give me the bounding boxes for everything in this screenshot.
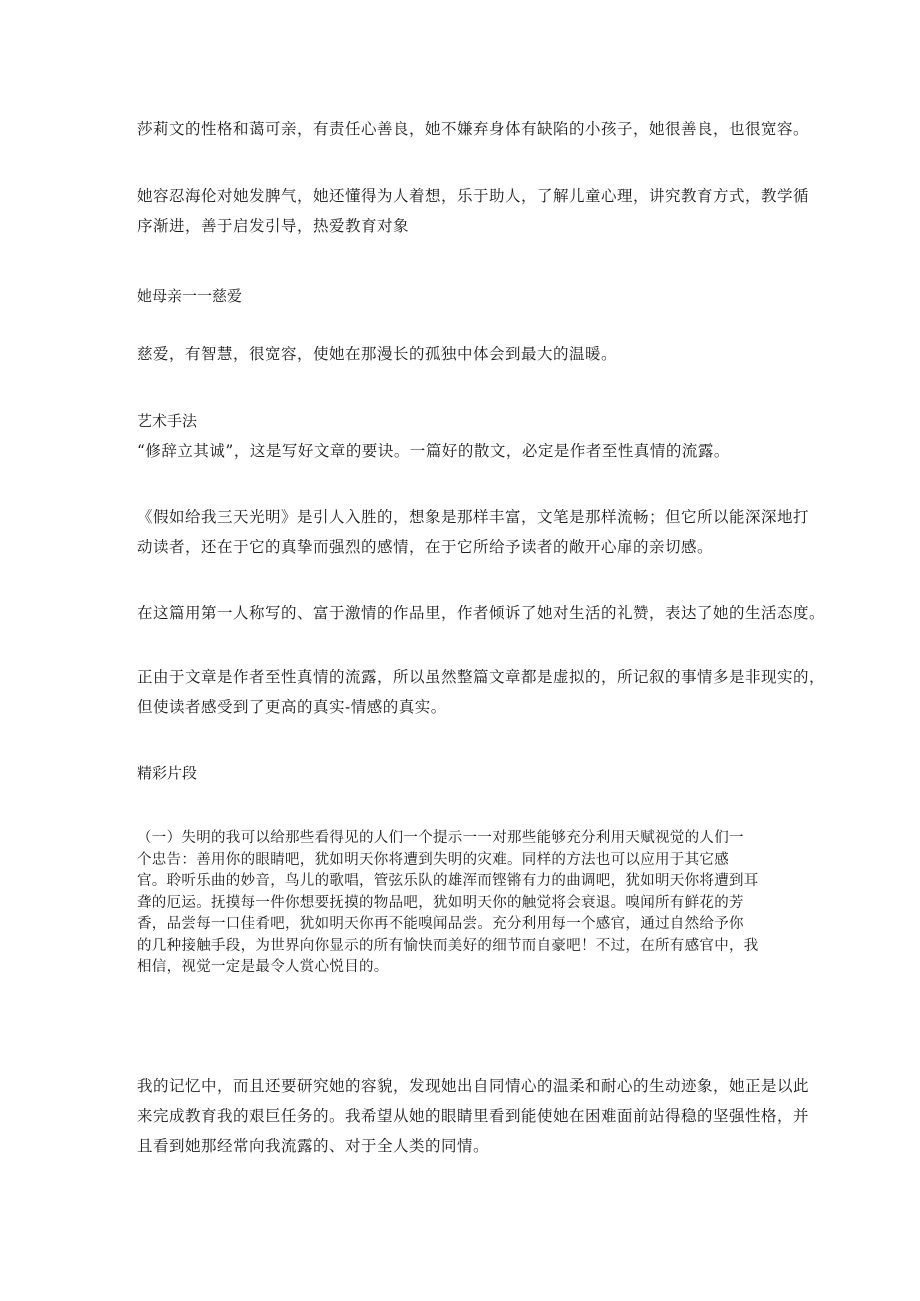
text-line: 在这篇用第一人称写的、富于激情的作品里，作者倾诉了她对生活的礼赞，表达了她的生活态度。 [137, 604, 826, 622]
text-line: 相信，视觉一定是最令人赏心悦目的。 [137, 959, 389, 975]
paragraph-excerpt-senses [137, 828, 759, 979]
text-line: 正由于文章是作者至性真情的流露，所以虽然整篇文章都是虚拟的，所记叙的事情多是非现实的， [137, 668, 826, 686]
text-line: “修辞立其诚”，这是写好文章的要诀。一篇好的散文，必定是作者至性真情的流露。 [137, 442, 730, 460]
text-line: 我的记忆中，而且还要研究她的容貌，发现她出自同情心的温柔和耐心的生动迹象，她正是以此 [137, 1077, 810, 1095]
text-line: 官。聆听乐曲的妙音，鸟儿的歌唱，管弦乐队的雄浑而铿锵有力的曲调吧，犹如明天你将遭到耳 [137, 873, 759, 889]
text-line: 聋的厄运。抚摸每一件你想要抚摸的物品吧，犹如明天你的触觉将会衰退。嗅闻所有鲜花的芳 [137, 894, 744, 911]
text-line: 的几种接触手段，为世界向你显示的所有愉快而美好的细节而自豪吧！不过，在所有感官中，我 [137, 937, 759, 954]
paragraph-teacher-memory [137, 1071, 809, 1161]
paragraph-emotional-truth [137, 662, 825, 722]
heading-mother: 她母亲一一慈爱 [137, 287, 243, 305]
text-line: 慈爱，有智慧，很宽容，使她在那漫长的孤独中体会到最大的温暖。 [137, 345, 618, 363]
paragraph-sincerity [137, 436, 730, 466]
text-line: 个忠告：善用你的眼睛吧，犹如明天你将遭到失明的灾难。同样的方法也可以应用于其它感 [137, 851, 729, 868]
text-line: 且看到她那经常向我流露的、对于全人类的同情。 [137, 1137, 490, 1155]
text-line: （一）失明的我可以给那些看得见的人们一个提示一一对那些能够充分利用天赋视觉的人们一 [137, 830, 744, 846]
text-line: 莎莉文的性格和蔼可亲，有责任心善良，她不嫌弃身体有缺陷的小孩子，她很善良，也很宽容。 [137, 120, 810, 138]
text-line: 《假如给我三天光明》是引人入胜的，想象是那样丰富，文笔是那样流畅；但它所以能深深地打 [137, 508, 810, 526]
text-line: 来完成教育我的艰巨任务的。我希望从她的眼睛里看到能使她在困难面前站得稳的坚强性格，并 [137, 1107, 810, 1125]
paragraph-mother-love [137, 339, 617, 369]
paragraph-sullivan-character [137, 114, 809, 144]
text-line: 她容忍海伦对她发脾气，她还懂得为人着想，乐于助人，了解儿童心理，讲究教育方式，教学循 [137, 187, 810, 205]
text-line: 动读者，还在于它的真挚而强烈的感情，在于它所给予读者的敞开心扉的亲切感。 [137, 538, 714, 556]
paragraph-sullivan-patience [137, 181, 809, 241]
text-line: 香，品尝每一口佳肴吧，犹如明天你再不能嗅闻品尝。充分利用每一个感官，通过自然给予你 [137, 916, 744, 932]
heading-artistic-technique: 艺术手法 [137, 412, 198, 430]
text-line: 序渐进，善于启发引导，热爱教育对象 [137, 217, 410, 235]
paragraph-book-appeal [137, 502, 809, 562]
text-line: 但使读者感受到了更高的真实-情感的真实。 [137, 698, 447, 716]
heading-excerpt: 精彩片段 [137, 764, 198, 782]
paragraph-first-person [137, 598, 825, 628]
